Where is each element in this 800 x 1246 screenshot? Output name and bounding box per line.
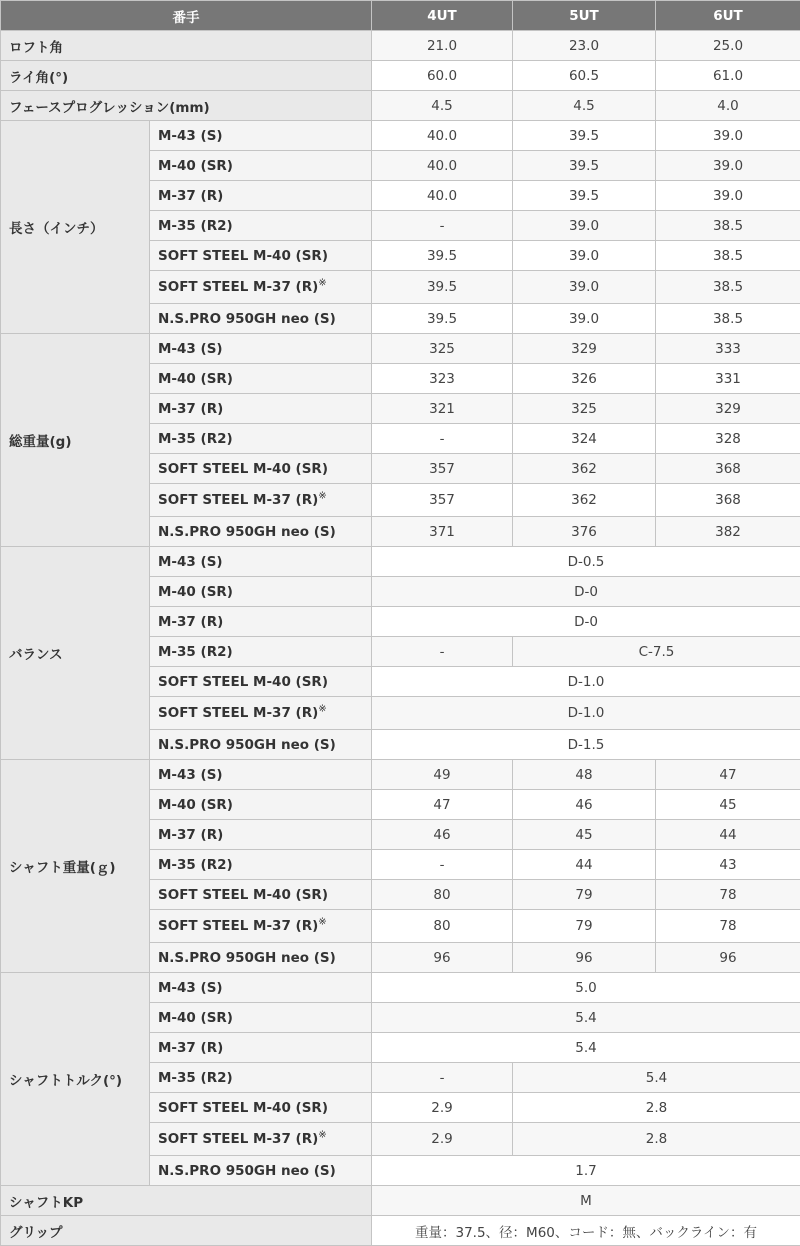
shaft-label [150, 241, 372, 271]
note-mark: ※ [318, 1130, 326, 1141]
shaft-label [150, 850, 372, 880]
spec-row [1, 91, 800, 121]
value-cell: 49 [372, 760, 513, 790]
shaft-label [150, 910, 372, 943]
shaft-name: SOFT STEEL M-40 (SR) [158, 887, 328, 903]
value-cell: - [372, 637, 513, 667]
shaft-label [150, 973, 372, 1003]
value-cell: 39.0 [513, 241, 656, 271]
value-cell: 357 [372, 454, 513, 484]
shaft-name: M-37 (R) [158, 1040, 223, 1056]
shaft-name: N.S.PRO 950GH neo (S) [158, 524, 336, 540]
value-cell: D-0 [372, 607, 800, 637]
value-cell: 325 [372, 334, 513, 364]
shaft-label [150, 271, 372, 304]
header-number: 番手 [1, 1, 372, 31]
value-cell: 5.4 [513, 1063, 800, 1093]
value-cell: 47 [656, 760, 800, 790]
value-cell: 39.0 [513, 271, 656, 304]
group-label: 長さ（インチ） [1, 121, 150, 334]
value-cell: 38.5 [656, 241, 800, 271]
group-label: シャフトトルク(°) [1, 973, 150, 1186]
group-label: 総重量(g) [1, 334, 150, 547]
shaft-label [150, 211, 372, 241]
value-cell: 357 [372, 484, 513, 517]
shaft-label [150, 517, 372, 547]
value-cell: C-7.5 [513, 637, 800, 667]
value-cell: 39.5 [372, 241, 513, 271]
value-cell: 38.5 [656, 271, 800, 304]
spec-row [1, 121, 800, 151]
shaft-label [150, 943, 372, 973]
spec-row [1, 973, 800, 1003]
value-cell: 4.0 [656, 91, 800, 121]
value-cell: D-0.5 [372, 547, 800, 577]
value-cell: D-1.0 [372, 667, 800, 697]
value-cell: 38.5 [656, 304, 800, 334]
value-cell: 39.0 [513, 211, 656, 241]
shaft-label [150, 181, 372, 211]
value-cell: 2.9 [372, 1123, 513, 1156]
group-label: シャフト重量(ｇ) [1, 760, 150, 973]
value-cell: 40.0 [372, 121, 513, 151]
shaft-label [150, 424, 372, 454]
value-cell: 376 [513, 517, 656, 547]
shaft-label [150, 880, 372, 910]
value-cell: 45 [656, 790, 800, 820]
shaft-label [150, 790, 372, 820]
shaft-name: SOFT STEEL M-37 (R) [158, 705, 318, 721]
value-cell: 40.0 [372, 151, 513, 181]
value-cell: 2.8 [513, 1093, 800, 1123]
value-cell: 48 [513, 760, 656, 790]
value-cell: 4.5 [372, 91, 513, 121]
shaft-label [150, 484, 372, 517]
shaft-name: M-37 (R) [158, 188, 223, 204]
value-cell: 25.0 [656, 31, 800, 61]
shaft-name: M-37 (R) [158, 401, 223, 417]
value-cell: 61.0 [656, 61, 800, 91]
shaft-name: M-43 (S) [158, 554, 223, 570]
shaft-name: M-37 (R) [158, 827, 223, 843]
row-label: フェースプログレッション(mm) [1, 91, 372, 121]
shaft-name: SOFT STEEL M-40 (SR) [158, 461, 328, 477]
shaft-name: SOFT STEEL M-40 (SR) [158, 248, 328, 264]
shaft-label [150, 667, 372, 697]
value-cell: 321 [372, 394, 513, 424]
spec-row [1, 31, 800, 61]
value-cell: 362 [513, 484, 656, 517]
shaft-label [150, 304, 372, 334]
value-cell: 47 [372, 790, 513, 820]
note-mark: ※ [318, 917, 326, 928]
shaft-name: M-35 (R2) [158, 218, 233, 234]
shaft-name: N.S.PRO 950GH neo (S) [158, 950, 336, 966]
value-cell: - [372, 850, 513, 880]
shaft-label [150, 454, 372, 484]
shaft-label [150, 577, 372, 607]
shaft-name: M-40 (SR) [158, 584, 233, 600]
shaft-name: M-37 (R) [158, 614, 223, 630]
value-cell: 40.0 [372, 181, 513, 211]
spec-row [1, 1216, 800, 1246]
value-cell: 96 [656, 943, 800, 973]
value-cell: 4.5 [513, 91, 656, 121]
spec-row [1, 334, 800, 364]
value-cell: 2.8 [513, 1123, 800, 1156]
value-cell: 371 [372, 517, 513, 547]
value-cell: 78 [656, 880, 800, 910]
value-cell: 60.5 [513, 61, 656, 91]
shaft-name: SOFT STEEL M-37 (R) [158, 1131, 318, 1147]
value-cell: 382 [656, 517, 800, 547]
shaft-name: SOFT STEEL M-37 (R) [158, 279, 318, 295]
value-cell: - [372, 211, 513, 241]
value-cell: D-1.0 [372, 697, 800, 730]
value-cell: - [372, 1063, 513, 1093]
value-cell: 328 [656, 424, 800, 454]
value-cell: 5.4 [372, 1003, 800, 1033]
value-cell: 39.0 [513, 304, 656, 334]
shaft-label [150, 1093, 372, 1123]
value-cell: 23.0 [513, 31, 656, 61]
spec-row [1, 760, 800, 790]
value-cell: 60.0 [372, 61, 513, 91]
note-mark: ※ [318, 491, 326, 502]
shaft-name: M-35 (R2) [158, 644, 233, 660]
shaft-label [150, 637, 372, 667]
value-cell: 43 [656, 850, 800, 880]
value-cell: 96 [513, 943, 656, 973]
spec-row [1, 61, 800, 91]
value-cell: 323 [372, 364, 513, 394]
value-cell: 329 [656, 394, 800, 424]
value-cell: 39.5 [513, 151, 656, 181]
shaft-name: M-43 (S) [158, 980, 223, 996]
value-cell: 78 [656, 910, 800, 943]
shaft-name: M-43 (S) [158, 341, 223, 357]
spec-row [1, 547, 800, 577]
value-cell: 326 [513, 364, 656, 394]
value-cell: 325 [513, 394, 656, 424]
value-cell: 368 [656, 454, 800, 484]
value-cell: 重量：37.5、径：M60、コード：無、バックライン：有 [372, 1216, 800, 1246]
value-cell: 324 [513, 424, 656, 454]
shaft-name: M-40 (SR) [158, 158, 233, 174]
header-6ut: 6UT [656, 1, 800, 31]
shaft-label [150, 607, 372, 637]
shaft-label [150, 697, 372, 730]
value-cell: 368 [656, 484, 800, 517]
value-cell: 362 [513, 454, 656, 484]
shaft-label [150, 760, 372, 790]
value-cell: 21.0 [372, 31, 513, 61]
shaft-name: SOFT STEEL M-40 (SR) [158, 1100, 328, 1116]
value-cell: 333 [656, 334, 800, 364]
value-cell: 39.5 [513, 181, 656, 211]
value-cell: 44 [656, 820, 800, 850]
shaft-label [150, 334, 372, 364]
value-cell: 96 [372, 943, 513, 973]
header-4ut: 4UT [372, 1, 513, 31]
value-cell: 39.5 [372, 271, 513, 304]
value-cell: 38.5 [656, 211, 800, 241]
shaft-name: SOFT STEEL M-40 (SR) [158, 674, 328, 690]
value-cell: 46 [372, 820, 513, 850]
value-cell: 80 [372, 910, 513, 943]
value-cell: - [372, 424, 513, 454]
shaft-name: M-43 (S) [158, 128, 223, 144]
shaft-name: M-40 (SR) [158, 371, 233, 387]
table-body [1, 31, 800, 1246]
shaft-label [150, 394, 372, 424]
shaft-label [150, 364, 372, 394]
value-cell: M [372, 1186, 800, 1216]
value-cell: 79 [513, 910, 656, 943]
shaft-name: SOFT STEEL M-37 (R) [158, 918, 318, 934]
spec-row [1, 1186, 800, 1216]
value-cell: 2.9 [372, 1093, 513, 1123]
value-cell: 79 [513, 880, 656, 910]
shaft-name: N.S.PRO 950GH neo (S) [158, 1163, 336, 1179]
value-cell: D-0 [372, 577, 800, 607]
shaft-name: M-43 (S) [158, 767, 223, 783]
note-mark: ※ [318, 278, 326, 289]
shaft-name: M-35 (R2) [158, 1070, 233, 1086]
shaft-name: SOFT STEEL M-37 (R) [158, 492, 318, 508]
value-cell: 45 [513, 820, 656, 850]
row-label: シャフトKP [1, 1186, 372, 1216]
shaft-label [150, 547, 372, 577]
shaft-label [150, 121, 372, 151]
value-cell: 5.4 [372, 1033, 800, 1063]
shaft-label [150, 1156, 372, 1186]
shaft-name: M-40 (SR) [158, 797, 233, 813]
value-cell: 44 [513, 850, 656, 880]
shaft-label [150, 730, 372, 760]
shaft-label [150, 1003, 372, 1033]
group-label: バランス [1, 547, 150, 760]
header-row [1, 1, 800, 31]
shaft-name: N.S.PRO 950GH neo (S) [158, 737, 336, 753]
table-header [1, 1, 800, 31]
row-label: ロフト角 [1, 31, 372, 61]
value-cell: 80 [372, 880, 513, 910]
shaft-label [150, 1033, 372, 1063]
value-cell: 331 [656, 364, 800, 394]
shaft-label [150, 820, 372, 850]
value-cell: 5.0 [372, 973, 800, 1003]
shaft-name: M-35 (R2) [158, 857, 233, 873]
shaft-label [150, 1063, 372, 1093]
value-cell: 39.0 [656, 121, 800, 151]
shaft-name: N.S.PRO 950GH neo (S) [158, 311, 336, 327]
shaft-name: M-40 (SR) [158, 1010, 233, 1026]
shaft-label [150, 1123, 372, 1156]
shaft-name: M-35 (R2) [158, 431, 233, 447]
row-label: グリップ [1, 1216, 372, 1246]
row-label: ライ角(°) [1, 61, 372, 91]
value-cell: D-1.5 [372, 730, 800, 760]
value-cell: 39.0 [656, 181, 800, 211]
value-cell: 39.0 [656, 151, 800, 181]
value-cell: 1.7 [372, 1156, 800, 1186]
header-5ut: 5UT [513, 1, 656, 31]
value-cell: 39.5 [372, 304, 513, 334]
value-cell: 329 [513, 334, 656, 364]
note-mark: ※ [318, 704, 326, 715]
value-cell: 39.5 [513, 121, 656, 151]
shaft-label [150, 151, 372, 181]
value-cell: 46 [513, 790, 656, 820]
